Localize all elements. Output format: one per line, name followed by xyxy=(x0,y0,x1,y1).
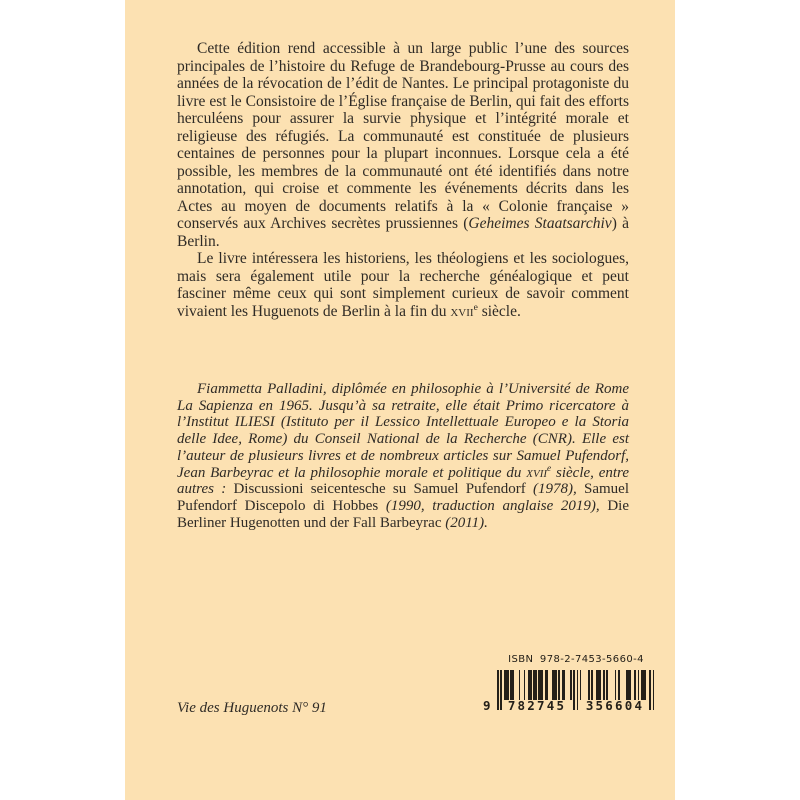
isbn-number-label: ISBN 978-2-7453-5660-4 xyxy=(508,654,644,665)
author-bio-paragraph: Fiammetta Palladini, diplômée en philosophie à l’Université de Rome La Sapienza en 1965. Jusqu’à sa retraite, elle était Primo ricercatore à l’Institut ILIESI (Istituto per il Lessico Intellettuale Europeo e la Storia delle Idee, Rome) du Conseil National de la Recherche (CNR). Elle est l’auteur de plusieurs livres et de nombreux articles sur Samuel Pufendorf, Jean Barbeyrac et la philosophie morale et politique du xvii$^e$ siècle, entre autres : Discussioni seicentesche su Samuel Pufendorf (1978), Samuel Pufendorf Discepolo di Hobbes (1990, traduction anglaise 2019), Die Berliner Hugenotten und der Fall Barbeyrac (2011). xyxy=(177,381,629,531)
book-back-cover xyxy=(125,0,675,800)
blurb-paragraph-2: Le livre intéressera les historiens, les théologiens et les sociologues, mais sera également utile pour la recherche généalogique et peut fasciner même ceux qui sont simplement curieux de savoir comment vivaient les Huguenots de Berlin à la fin du xvii$^e$ siècle. xyxy=(177,250,629,320)
barcode-first-digit: 9 xyxy=(483,698,491,713)
author-bio-block xyxy=(177,381,629,531)
blurb-paragraph-1: Cette édition rend accessible à un large public l’une des sources principales de l’histoire du Refuge de Brandebourg-Prusse au cours des années de la révocation de l’édit de Nantes. Le principal protagoniste du livre est le Consistoire de l’Église française de Berlin, qui fait des efforts herculéens pour assurer la survie physique et l’intégrité morale et religieuse des réfugiés. La communauté est constituée de plusieurs centaines de personnes pour la plupart inconnues. Lorsque cela a été possible, les membres de la communauté ont été identifiés dans notre annotation, qui croise et commente les événements décrits dans les Actes au moyen de documents relatifs à la « Colonie française » conservés aux Archives secrètes prussiennes (Geheimes Staatsarchiv) à Berlin. xyxy=(177,40,629,250)
blurb-text-block xyxy=(177,40,629,320)
barcode-digit-group-2: 356604 xyxy=(585,698,645,713)
series-label: Vie des Huguenots N° 91 xyxy=(177,700,327,716)
barcode-digits xyxy=(483,698,655,713)
isbn-barcode xyxy=(483,654,655,716)
barcode-digit-group-1: 782745 xyxy=(507,698,567,713)
